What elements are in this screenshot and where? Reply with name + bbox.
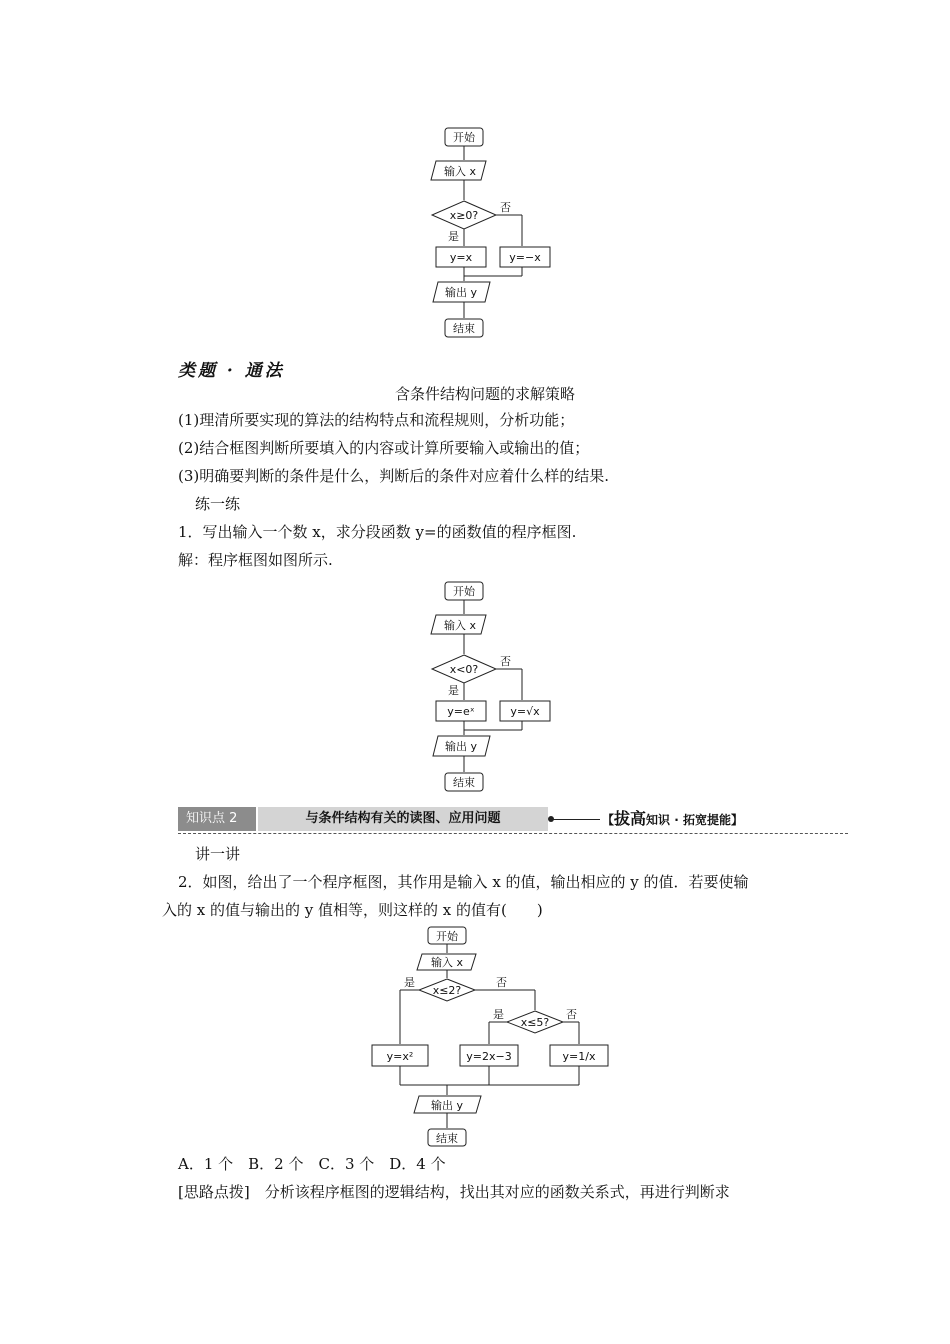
flowchart-3 (360, 924, 630, 1150)
flow1-end: 结束 (453, 322, 475, 335)
question-1: 1．写出输入一个数 x，求分段函数 y=的函数值的程序框图. (178, 523, 577, 541)
flow3-yes-1: 是 (404, 976, 415, 989)
flow3-end: 结束 (436, 1132, 458, 1145)
flow3-box-3-text: y=1/x (562, 1050, 596, 1063)
flow2-output: 输出 y (444, 740, 478, 753)
flow2-no: 否 (500, 655, 511, 668)
question-2-line-1: 2．如图，给出了一个程序框图，其作用是输入 x 的值，输出相应的 y 的值．若要使输 (178, 873, 749, 891)
flow2-cond: x<0? (449, 663, 479, 676)
flow3-box-1-text: y=x² (386, 1050, 414, 1063)
flow2-input: 输入 x (443, 619, 477, 632)
flow3-no-2: 否 (566, 1008, 577, 1021)
flow1-no: 否 (500, 201, 511, 214)
flow1-cond: x≥0? (449, 209, 479, 222)
banner-tag-prefix: 【 (602, 813, 615, 827)
flow3-box-2-text: y=2x−3 (466, 1050, 512, 1063)
lecture-label: 讲一讲 (195, 845, 241, 863)
flow3-no-1: 否 (496, 976, 507, 989)
knowledge-point-banner (178, 807, 783, 831)
practice-label: 练一练 (195, 495, 241, 513)
banner-tag-big: 拔高 (614, 809, 647, 828)
flow1-input: 输入 x (443, 165, 477, 178)
flow1-right: y=−x (509, 251, 541, 264)
banner-tag-rest: 知识 · 拓宽提能】 (646, 813, 743, 827)
flow1-start: 开始 (453, 131, 475, 144)
flow3-output: 输出 y (430, 1099, 464, 1112)
knowledge-point-title: 与条件结构有关的读图、应用问题 (258, 807, 548, 831)
section-heading: 类题 · 通法 (178, 361, 285, 381)
flow2-end: 结束 (453, 776, 475, 789)
answer-1: 解：程序框图如图所示. (178, 551, 333, 569)
flow2-right: y=√x (510, 705, 540, 718)
strategy-1: (1)理清所要实现的算法的结构特点和流程规则，分析功能； (178, 411, 575, 429)
flowchart-2 (420, 580, 560, 798)
strategy-title: 含条件结构问题的求解策略 (395, 385, 576, 403)
flow3-input: 输入 x (430, 956, 464, 969)
question-2-line-2: 入的 x 的值与输出的 y 值相等，则这样的 x 的值有( ) (162, 901, 543, 919)
flow3-cond-2: x≤5? (520, 1016, 550, 1029)
hint-line: [思路点拨] 分析该程序框图的逻辑结构，找出其对应的函数关系式，再进行判断求 (178, 1183, 730, 1201)
flow1-yes: 是 (448, 230, 459, 243)
flow2-yes: 是 (448, 684, 459, 697)
flowchart-1 (420, 126, 560, 344)
flow3-cond-1: x≤2? (432, 984, 462, 997)
banner-tag (602, 807, 743, 831)
flow1-left: y=x (449, 251, 473, 264)
answer-options: A．1 个 B．2 个 C．3 个 D．4 个 (178, 1155, 446, 1173)
strategy-2: (2)结合框图判断所要填入的内容或计算所要输入或输出的值； (178, 439, 590, 457)
knowledge-point-label: 知识点 2 (178, 807, 256, 831)
flow1-output: 输出 y (444, 286, 478, 299)
banner-divider (178, 833, 848, 834)
flow2-left: y=eˣ (447, 705, 475, 718)
flow3-yes-2: 是 (493, 1008, 504, 1021)
banner-line (550, 819, 600, 820)
flow3-start: 开始 (436, 930, 458, 943)
flow2-start: 开始 (453, 585, 475, 598)
strategy-3: (3)明确要判断的条件是什么，判断后的条件对应着什么样的结果. (178, 467, 610, 485)
